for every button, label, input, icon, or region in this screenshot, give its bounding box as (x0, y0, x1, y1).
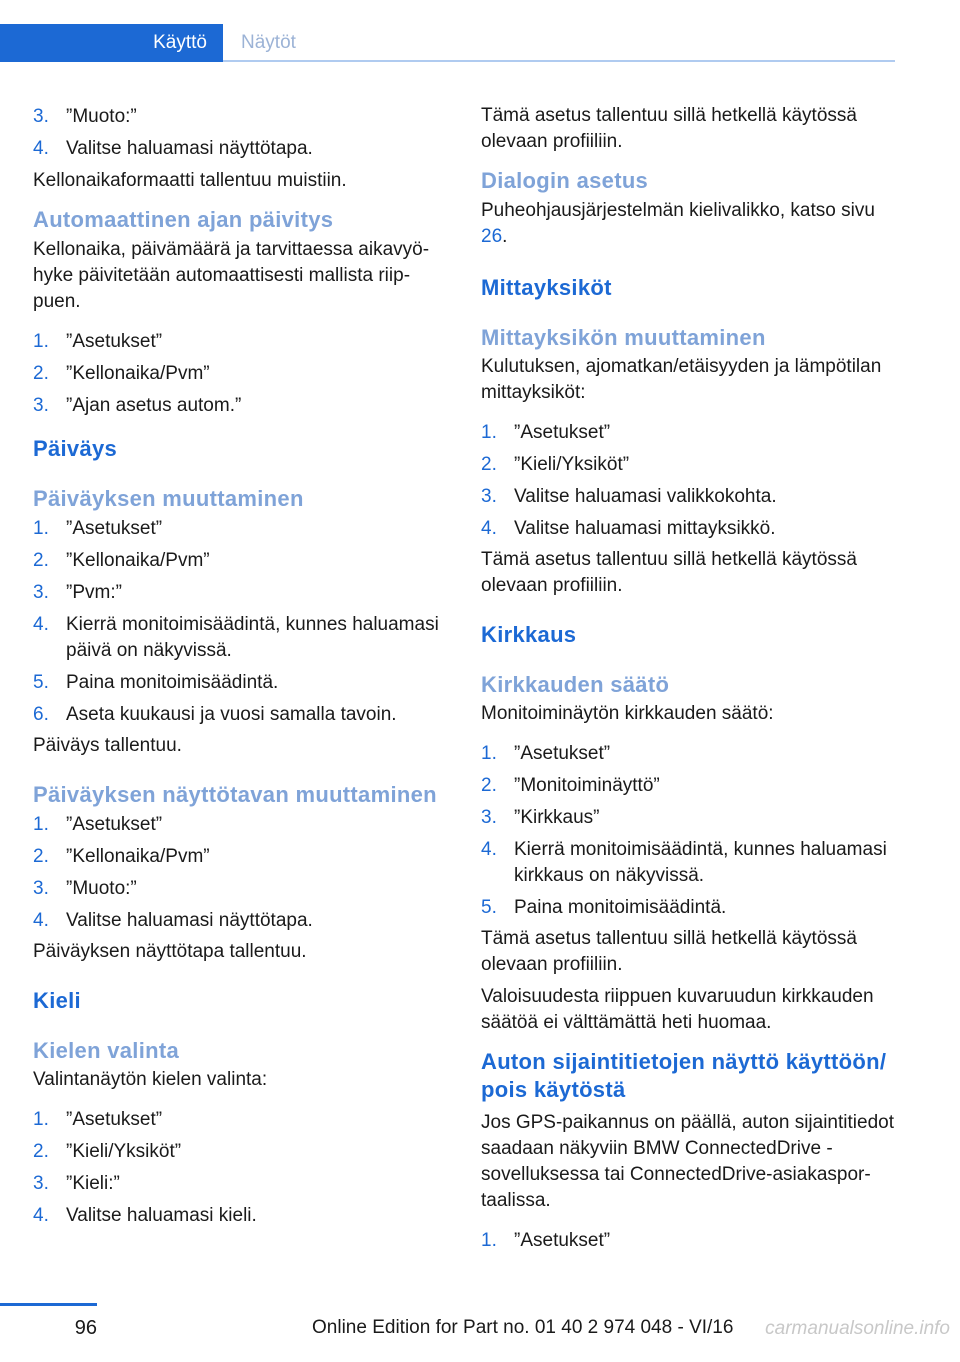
step-item (33, 1107, 443, 1133)
step-item (481, 837, 901, 889)
step-text: ”Asetukset” (66, 814, 163, 835)
steps-list-date (33, 516, 443, 728)
tab-naytot[interactable]: Näytöt (241, 32, 296, 53)
step-text: Paina monitoimisäädintä. (66, 672, 279, 693)
step-number: 3. (33, 582, 49, 603)
steps-list-units (481, 420, 901, 542)
step-text: ”Muoto:” (66, 878, 137, 899)
step-text: Valitse haluamasi mittayksikkö. (514, 518, 776, 539)
paragraph: Päiväys tallentuu. (33, 735, 182, 756)
step-text: Valitse haluamasi näyttötapa. (66, 138, 313, 159)
step-item (33, 361, 443, 387)
paragraph: Valintanäytön kielen valinta: (33, 1069, 268, 1090)
step-number: 4. (33, 138, 49, 159)
section-heading-location: Auton sijaintitietojen näyttö käyttöön/ pois käytöstä (481, 1049, 887, 1102)
step-number: 2. (33, 363, 49, 384)
paragraph: Kellonaikaformaatti tallentuu muistiin. (33, 170, 347, 191)
step-item (481, 895, 901, 921)
step-number: 1. (33, 331, 49, 352)
page-number: 96 (74, 1317, 97, 1339)
section-heading-date-format: Päiväyksen näyttötavan muuttaminen (33, 782, 437, 807)
left-column (33, 100, 443, 1235)
step-number: 1. (33, 814, 49, 835)
right-column (481, 100, 901, 1260)
step-text: ”Pvm:” (66, 582, 122, 603)
step-item (33, 702, 443, 728)
section-heading-brightness: Kirkkaus (481, 622, 577, 647)
step-item (33, 580, 443, 606)
paragraph-text: . (502, 226, 508, 247)
step-text: ”Monitoiminäyttö” (514, 775, 660, 796)
step-item (481, 741, 901, 767)
step-text: Aseta kuukausi ja vuosi samalla tavoin. (66, 704, 397, 725)
step-text: ”Asetukset” (514, 1230, 611, 1251)
step-number: 4. (33, 1205, 49, 1226)
section-heading-language-select: Kielen valinta (33, 1038, 180, 1063)
paragraph: Tämä asetus tallentuu sillä hetkellä käytössä olevaan profiiliin. (481, 928, 857, 975)
step-number: 3. (481, 486, 497, 507)
chapter-header (0, 24, 895, 62)
step-item (481, 805, 901, 831)
step-item (33, 1139, 443, 1165)
step-number: 2. (33, 846, 49, 867)
tab-kaytto[interactable]: Käyttö (0, 24, 223, 62)
header-rule (0, 60, 895, 62)
step-number: 5. (33, 672, 49, 693)
step-number: 3. (33, 395, 49, 416)
step-item (481, 484, 901, 510)
paragraph: Valoisuudesta riippuen kuvaruudun kirkkauden säätöä ei välttämättä heti huomaa. (481, 986, 874, 1033)
step-text: Kierrä monitoimisäädintä, kunnes haluamasi päivä on näkyvissä. (66, 614, 439, 661)
step-item (33, 812, 443, 838)
step-item (33, 548, 443, 574)
steps-list-muoto (33, 104, 443, 162)
step-text: Valitse haluamasi valikkokohta. (514, 486, 777, 507)
step-number: 2. (33, 550, 49, 571)
edition-text: Online Edition for Part no. 01 40 2 974 048 - VI/16 (312, 1317, 734, 1338)
step-number: 5. (481, 897, 497, 918)
step-number: 2. (481, 454, 497, 475)
step-item (33, 516, 443, 542)
section-heading-change-units: Mittayksikön muuttaminen (481, 325, 766, 350)
step-text: ”Asetukset” (66, 518, 163, 539)
page-link[interactable]: 26 (481, 226, 503, 247)
step-number: 2. (481, 775, 497, 796)
footer-rule (0, 1303, 97, 1306)
paragraph: Kulutuksen, ajomatkan/etäisyyden ja lämpötilan mittayksiköt: (481, 356, 882, 403)
step-text: ”Kellonaika/Pvm” (66, 846, 210, 867)
step-item (481, 420, 901, 446)
step-item (33, 136, 443, 162)
step-number: 1. (481, 422, 497, 443)
step-number: 6. (33, 704, 49, 725)
section-heading-date: Päiväys (33, 436, 118, 461)
step-text: ”Kirkkaus” (514, 807, 600, 828)
step-number: 1. (481, 743, 497, 764)
paragraph: Tämä asetus tallentuu sillä hetkellä käytössä olevaan profiiliin. (481, 105, 857, 152)
paragraph-dialog (481, 198, 901, 250)
step-item (33, 104, 443, 130)
step-number: 1. (33, 518, 49, 539)
section-heading-units: Mittayksiköt (481, 275, 612, 300)
step-item (481, 516, 901, 542)
step-item (33, 329, 443, 355)
step-text: ”Kellonaika/Pvm” (66, 363, 210, 384)
step-text: ”Asetukset” (514, 743, 611, 764)
step-item (481, 1228, 901, 1254)
step-item (481, 773, 901, 799)
step-number: 2. (33, 1141, 49, 1162)
step-text: Paina monitoimisäädintä. (514, 897, 727, 918)
step-item (33, 908, 443, 934)
step-item (33, 1171, 443, 1197)
watermark: carmanualsonline.info (765, 1318, 950, 1339)
paragraph-text: Puheohjausjärjestelmän kielivalikko, katso sivu (481, 200, 875, 221)
step-text: ”Kieli:” (66, 1173, 120, 1194)
step-item (481, 452, 901, 478)
steps-list-auto (33, 329, 443, 419)
section-heading-change-date: Päiväyksen muuttaminen (33, 486, 304, 511)
paragraph: Monitoiminäytön kirkkauden säätö: (481, 703, 774, 724)
step-text: ”Asetukset” (66, 331, 163, 352)
step-number: 4. (33, 910, 49, 931)
step-number: 3. (481, 807, 497, 828)
step-text: ”Kieli/Yksiköt” (66, 1141, 182, 1162)
step-text: Kierrä monitoimisäädintä, kunnes haluamasi kirkkaus on näkyvissä. (514, 839, 887, 886)
paragraph: Kellonaika, päivämäärä ja tarvittaessa aikavyöhyke päivitetään automaattisesti mallista riippuen. (33, 239, 430, 312)
steps-list-location (481, 1228, 901, 1254)
step-item (33, 1203, 443, 1229)
step-number: 3. (33, 1173, 49, 1194)
section-heading-automatic-time: Automaattinen ajan päivitys (33, 207, 334, 232)
step-item (33, 844, 443, 870)
step-text: ”Ajan asetus autom.” (66, 395, 242, 416)
steps-list-language (33, 1107, 443, 1229)
step-text: ”Kieli/Yksiköt” (514, 454, 630, 475)
paragraph: Tämä asetus tallentuu sillä hetkellä käytössä olevaan profiiliin. (481, 549, 857, 596)
step-text: ”Asetukset” (66, 1109, 163, 1130)
step-text: ”Asetukset” (514, 422, 611, 443)
step-text: Valitse haluamasi kieli. (66, 1205, 257, 1226)
section-heading-dialog: Dialogin asetus (481, 168, 649, 193)
steps-list-brightness (481, 741, 901, 921)
section-heading-language: Kieli (33, 988, 81, 1013)
step-item (33, 612, 443, 664)
step-number: 1. (33, 1109, 49, 1130)
paragraph: Jos GPS-paikannus on päällä, auton sijaintitiedot saadaan näkyviin BMW ConnectedDrive -sovelluksessa tai ConnectedDrive-asiakasportaalissa. (481, 1112, 894, 1211)
step-number: 4. (481, 839, 497, 860)
step-item (33, 393, 443, 419)
step-text: ”Kellonaika/Pvm” (66, 550, 210, 571)
step-number: 3. (33, 106, 49, 127)
step-number: 3. (33, 878, 49, 899)
step-number: 4. (481, 518, 497, 539)
step-item (33, 670, 443, 696)
step-text: ”Muoto:” (66, 106, 137, 127)
paragraph: Päiväyksen näyttötapa tallentuu. (33, 941, 307, 962)
step-number: 4. (33, 614, 49, 635)
step-number: 1. (481, 1230, 497, 1251)
section-heading-brightness-adjust: Kirkkauden säätö (481, 672, 670, 697)
step-text: Valitse haluamasi näyttötapa. (66, 910, 313, 931)
steps-list-date-format (33, 812, 443, 934)
step-item (33, 876, 443, 902)
